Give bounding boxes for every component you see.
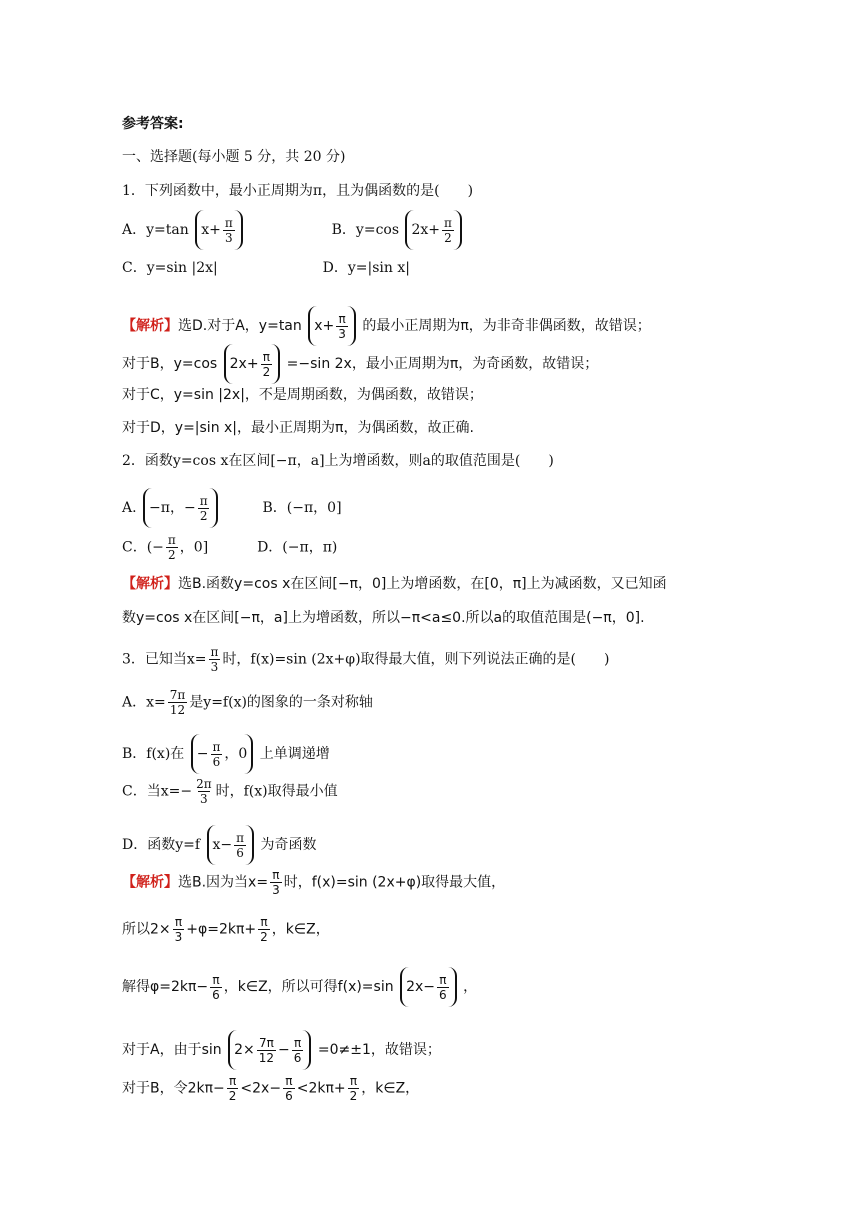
fraction: $\frac{7\pi}{12}$ bbox=[169, 688, 186, 717]
fraction: $\frac{\pi}{6}$ bbox=[212, 972, 220, 1002]
q3-solution-5: 对于B，令2kπ− $\frac{\pi}{2}$ <2x− $\frac{\pi}{6}$ <2kπ+ $\frac{\pi}{2}$ ，k∈Z， bbox=[122, 1074, 420, 1103]
fraction: $\frac{7\pi}{12}$ bbox=[258, 1035, 275, 1065]
q3-opt-d: D．函数y=f x− $\frac{\pi}{6}$ 为奇函数 bbox=[122, 825, 316, 865]
fraction: $\frac{\pi}{6}$ bbox=[285, 1074, 293, 1103]
fraction: $\frac{\pi}{2}$ bbox=[260, 915, 268, 944]
q3-opt-c: C．当x=− $\frac{2\pi}{3}$ 时，f(x)取得最小值 bbox=[122, 777, 338, 806]
fraction: $\frac{\pi}{6}$ bbox=[293, 1035, 302, 1065]
fraction: $\frac{\pi}{6}$ bbox=[212, 739, 221, 769]
q1-opt-c: C．y=sin |2x| bbox=[122, 260, 218, 276]
q3-stem: 3．已知当x= $\frac{\pi}{3}$ 时，f(x)=sin (2x+φ)取得最大值，则下列说法正确的是( ) bbox=[122, 645, 610, 674]
q3-solution-3: 解得φ=2kπ− $\frac{\pi}{6}$ ，k∈Z，所以可得f(x)=sin 2x− $\frac{\pi}{6}$ ， bbox=[122, 967, 477, 1007]
section-title: 一、选择题(每小题 5 分，共 20 分) bbox=[122, 149, 346, 165]
fraction: $\frac{2\pi}{3}$ bbox=[196, 777, 212, 806]
q3-solution-4: 对于A，由于sin 2× $\frac{7\pi}{12}$ − $\frac{\pi}{6}$ =0≠±1，故错误； bbox=[122, 1030, 441, 1070]
fraction: $\frac{\pi}{6}$ bbox=[439, 972, 447, 1002]
q2-opt-a-paren: −π，− $\frac{\pi}{2}$ bbox=[143, 488, 218, 528]
q2-options-cd: C．(− $\frac{\pi}{2}$ ，0] D．(−π，π) bbox=[122, 533, 338, 562]
q1-opt-d: D．y=|sin x| bbox=[322, 260, 410, 276]
q2-solution-2: 数y=cos x在区间[−π，a]上为增函数，所以−π<a≤0.所以a的取值范围是(−π，0]. bbox=[122, 610, 645, 626]
fraction: $\frac{\pi}{3}$ bbox=[272, 868, 280, 897]
q3-opt-b: B．f(x)在 − $\frac{\pi}{6}$ ，0 上单调递增 bbox=[122, 734, 330, 774]
q1-solution-2: 对于B，y=cos 2x+ $\frac{\pi}{2}$ =−sin 2x，最小正周期为π，为奇函数，故错误； bbox=[122, 344, 598, 384]
fraction: $\frac{\pi}{2}$ bbox=[262, 349, 271, 379]
fraction: $\frac{\pi}{2}$ bbox=[444, 215, 452, 245]
q2-solution-1: 【解析】选B.函数y=cos x在区间[−π，0]上为增函数，在[0，π]上为减函数，又已知函 bbox=[122, 576, 667, 592]
q1-solution-3: 对于C，y=sin |2x|，不是周期函数，为偶函数，故错误； bbox=[122, 387, 483, 403]
q2-opt-d: D．(−π，π) bbox=[257, 539, 338, 556]
analysis-tag: 【解析】 bbox=[122, 576, 178, 592]
fraction: $\frac{\pi}{3}$ bbox=[338, 311, 346, 341]
q1-opt-a-paren: x+ $\frac{\pi}{3}$ bbox=[195, 210, 243, 250]
fraction: $\frac{\pi}{3}$ bbox=[224, 215, 233, 245]
analysis-tag: 【解析】 bbox=[122, 318, 178, 334]
q2-stem: 2．函数y=cos x在区间[−π，a]上为增函数，则a的取值范围是( ) bbox=[122, 453, 554, 469]
q1-opt-b-paren: 2x+ $\frac{\pi}{2}$ bbox=[405, 210, 461, 250]
answer-heading: 参考答案: bbox=[122, 116, 184, 132]
q2-options-ab: A. −π，− $\frac{\pi}{2}$ B．(−π，0] bbox=[122, 488, 342, 528]
q1-opt-b-prefix: B．y=cos bbox=[331, 222, 400, 238]
q1-options-ab bbox=[122, 210, 464, 250]
q2-opt-b: B．(−π，0] bbox=[262, 500, 342, 516]
q3-solution-1: 【解析】选B.因为当x= $\frac{\pi}{3}$ 时，f(x)=sin (2x+φ)取得最大值， bbox=[122, 868, 506, 897]
q1-stem: 1．下列函数中，最小正周期为π，且为偶函数的是( ) bbox=[122, 183, 474, 199]
q1-solution-1: 【解析】选D.对于A，y=tan x+ $\frac{\pi}{3}$ 的最小正周期为π，为非奇非偶函数，故错误； bbox=[122, 306, 651, 346]
analysis-tag: 【解析】 bbox=[122, 874, 178, 891]
q3-solution-2: 所以2× $\frac{\pi}{3}$ +φ=2kπ+ $\frac{\pi}{2}$ ，k∈Z， bbox=[122, 915, 330, 944]
fraction: $\frac{\pi}{3}$ bbox=[174, 915, 183, 944]
fraction: $\frac{\pi}{2}$ bbox=[199, 493, 208, 523]
q1-options-cd bbox=[122, 258, 410, 278]
q1-opt-a-prefix: A．y=tan bbox=[122, 222, 189, 238]
q3-opt-a: A．x= $\frac{7\pi}{12}$ 是y=f(x)的图象的一条对称轴 bbox=[122, 688, 373, 717]
fraction: $\frac{\pi}{6}$ bbox=[236, 830, 245, 860]
fraction: $\frac{\pi}{2}$ bbox=[349, 1074, 358, 1103]
fraction: $\frac{\pi}{2}$ bbox=[167, 533, 176, 562]
fraction: $\frac{\pi}{2}$ bbox=[228, 1074, 237, 1103]
q1-solution-4: 对于D，y=|sin x|，最小正周期为π，为偶函数，故正确. bbox=[122, 420, 474, 436]
fraction: $\frac{\pi}{3}$ bbox=[210, 645, 219, 674]
